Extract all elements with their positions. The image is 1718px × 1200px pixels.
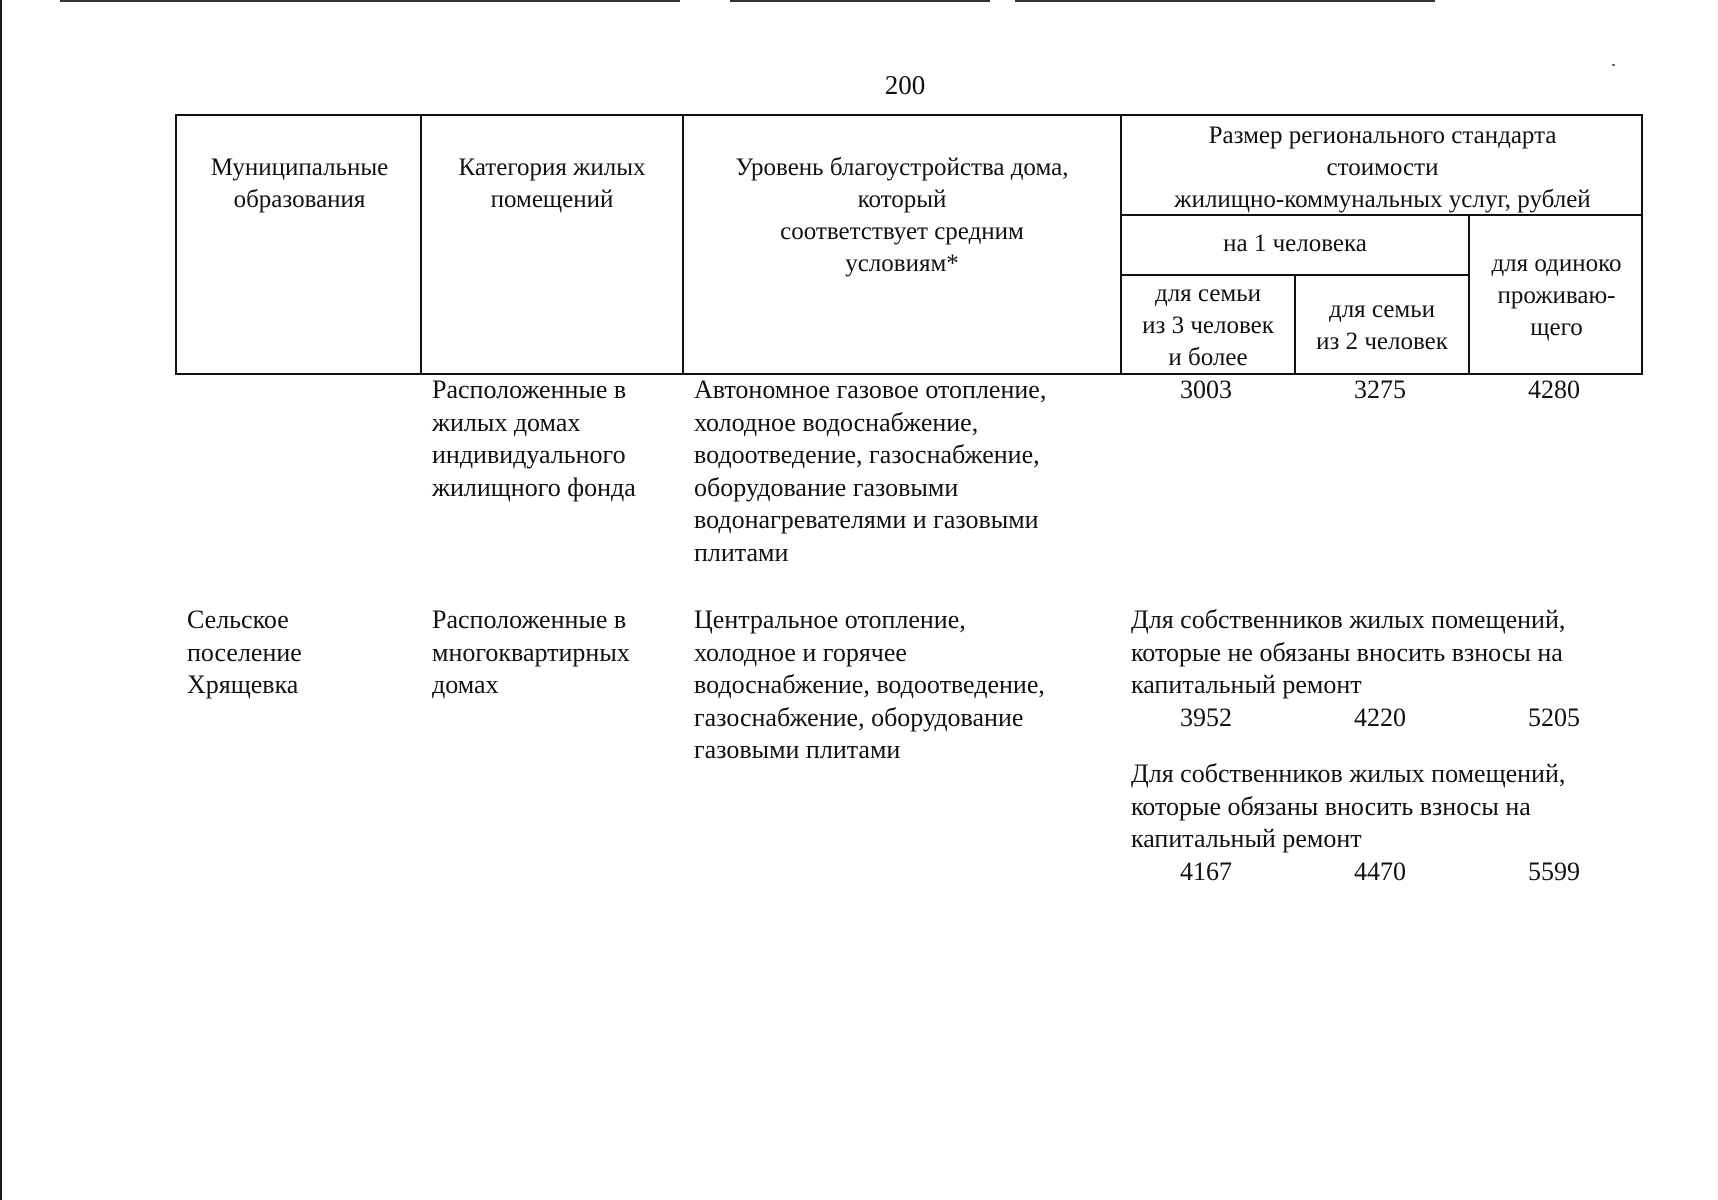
page-number: 200: [884, 70, 926, 100]
header-standard-size: Размер регионального стандарта стоимости жилищно-коммунальных услуг, рублей: [1174, 122, 1591, 213]
scan-top-edge: [730, 0, 990, 2]
header-amenities: Уровень благоустройства дома, который соответствует средним условиям*: [735, 154, 1069, 277]
row2-amenities: Центральное отопление, холодное и горячее водоснабжение, водоотведение, газоснабжение, оборудование газовыми плитами: [694, 605, 1045, 764]
header-single-resident: для одиноко проживаю- щего: [1491, 250, 1622, 341]
group1-value-family-3-plus: 3952: [1180, 703, 1232, 732]
group2-value-single: 5599: [1528, 857, 1580, 886]
row1-category: Расположенные в жилых домах индивидуального жилищного фонда: [432, 375, 636, 502]
group1-value-family-2: 4220: [1354, 703, 1406, 732]
row2-category: Расположенные в многоквартирных домах: [432, 605, 630, 699]
header-per-person: на 1 человека: [1223, 230, 1367, 257]
header-family-3-plus: для семьи из 3 человек и более: [1142, 280, 1274, 371]
scan-left-edge: [0, 0, 2, 1200]
scan-speck: [1612, 64, 1615, 66]
group1-label: Для собственников жилых помещений, которые не обязаны вносить взносы на капитальный ремонт: [1131, 605, 1566, 699]
scan-top-edge: [1015, 0, 1435, 2]
scan-top-edge: [60, 0, 680, 2]
header-family-2: для семьи из 2 человек: [1316, 296, 1448, 355]
group2-value-family-3-plus: 4167: [1180, 857, 1232, 886]
header-category: Категория жилых помещений: [458, 154, 646, 213]
row1-value-single: 4280: [1528, 375, 1580, 404]
row2-municipality: Сельское поселение Хрящевка: [187, 605, 302, 699]
group2-value-family-2: 4470: [1354, 857, 1406, 886]
row1-amenities: Автономное газовое отопление, холодное водоснабжение, водоотведение, газоснабжение, оборудование газовыми водонагревателями и газовыми плитами: [694, 375, 1047, 567]
group1-value-single: 5205: [1528, 703, 1580, 732]
header-municipality: Муниципальные образования: [210, 154, 389, 213]
row1-value-family-3-plus: 3003: [1180, 375, 1232, 404]
table-header: [175, 114, 1643, 375]
group2-label: Для собственников жилых помещений, которые обязаны вносить взносы на капитальный ремонт: [1131, 759, 1566, 853]
row1-value-family-2: 3275: [1354, 375, 1406, 404]
